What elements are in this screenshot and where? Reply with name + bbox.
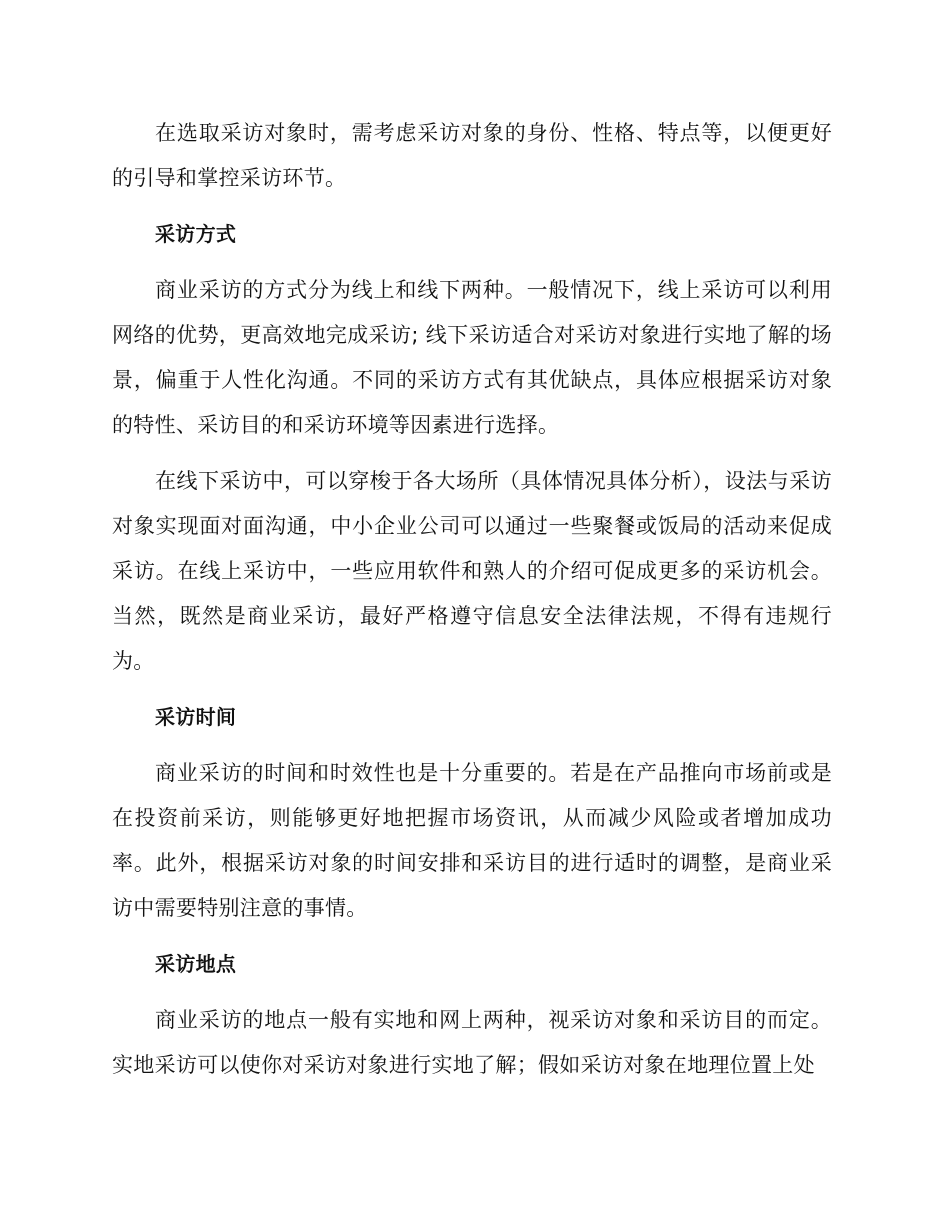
heading-interview-time: 采访时间 [155,705,237,729]
paragraph-interview-method: 商业采访的方式分为线上和线下两种。一般情况下，线上采访可以利用网络的优势，更高效地完成采访; 线下采访适合对采访对象进行实地了解的场景，偏重于人性化沟通。不同的采访方式有其优缺点，具体应根据采访对象的特性、采访目的和采访环境等因素进行选择。 [112,278,832,437]
paragraph-interview-location: 商业采访的地点一般有实地和网上两种，视采访对象和采访目的而定。实地采访可以使你对采访对象进行实地了解；假如采访对象在地理位置上处 [112,1008,832,1077]
heading-interview-method: 采访方式 [155,222,237,246]
paragraph-interview-subject: 在选取采访对象时，需考虑采访对象的身份、性格、特点等，以便更好的引导和掌控采访环节。 [112,121,832,190]
paragraph-interview-time: 商业采访的时间和时效性也是十分重要的。若是在产品推向市场前或是在投资前采访，则能够更好地把握市场资讯，从而减少风险或者增加成功率。此外，根据采访对象的时间安排和采访目的进行适时的调整，是商业采访中需要特别注意的事情。 [112,761,832,920]
paragraph-offline-online: 在线下采访中，可以穿梭于各大场所（具体情况具体分析），设法与采访对象实现面对面沟通，中小企业公司可以通过一些聚餐或饭局的活动来促成采访。在线上采访中，一些应用软件和熟人的介绍可促成更多的采访机会。当然，既然是商业采访，最好严格遵守信息安全法律法规，不得有违规行为。 [112,469,832,673]
heading-interview-location: 采访地点 [155,952,237,976]
